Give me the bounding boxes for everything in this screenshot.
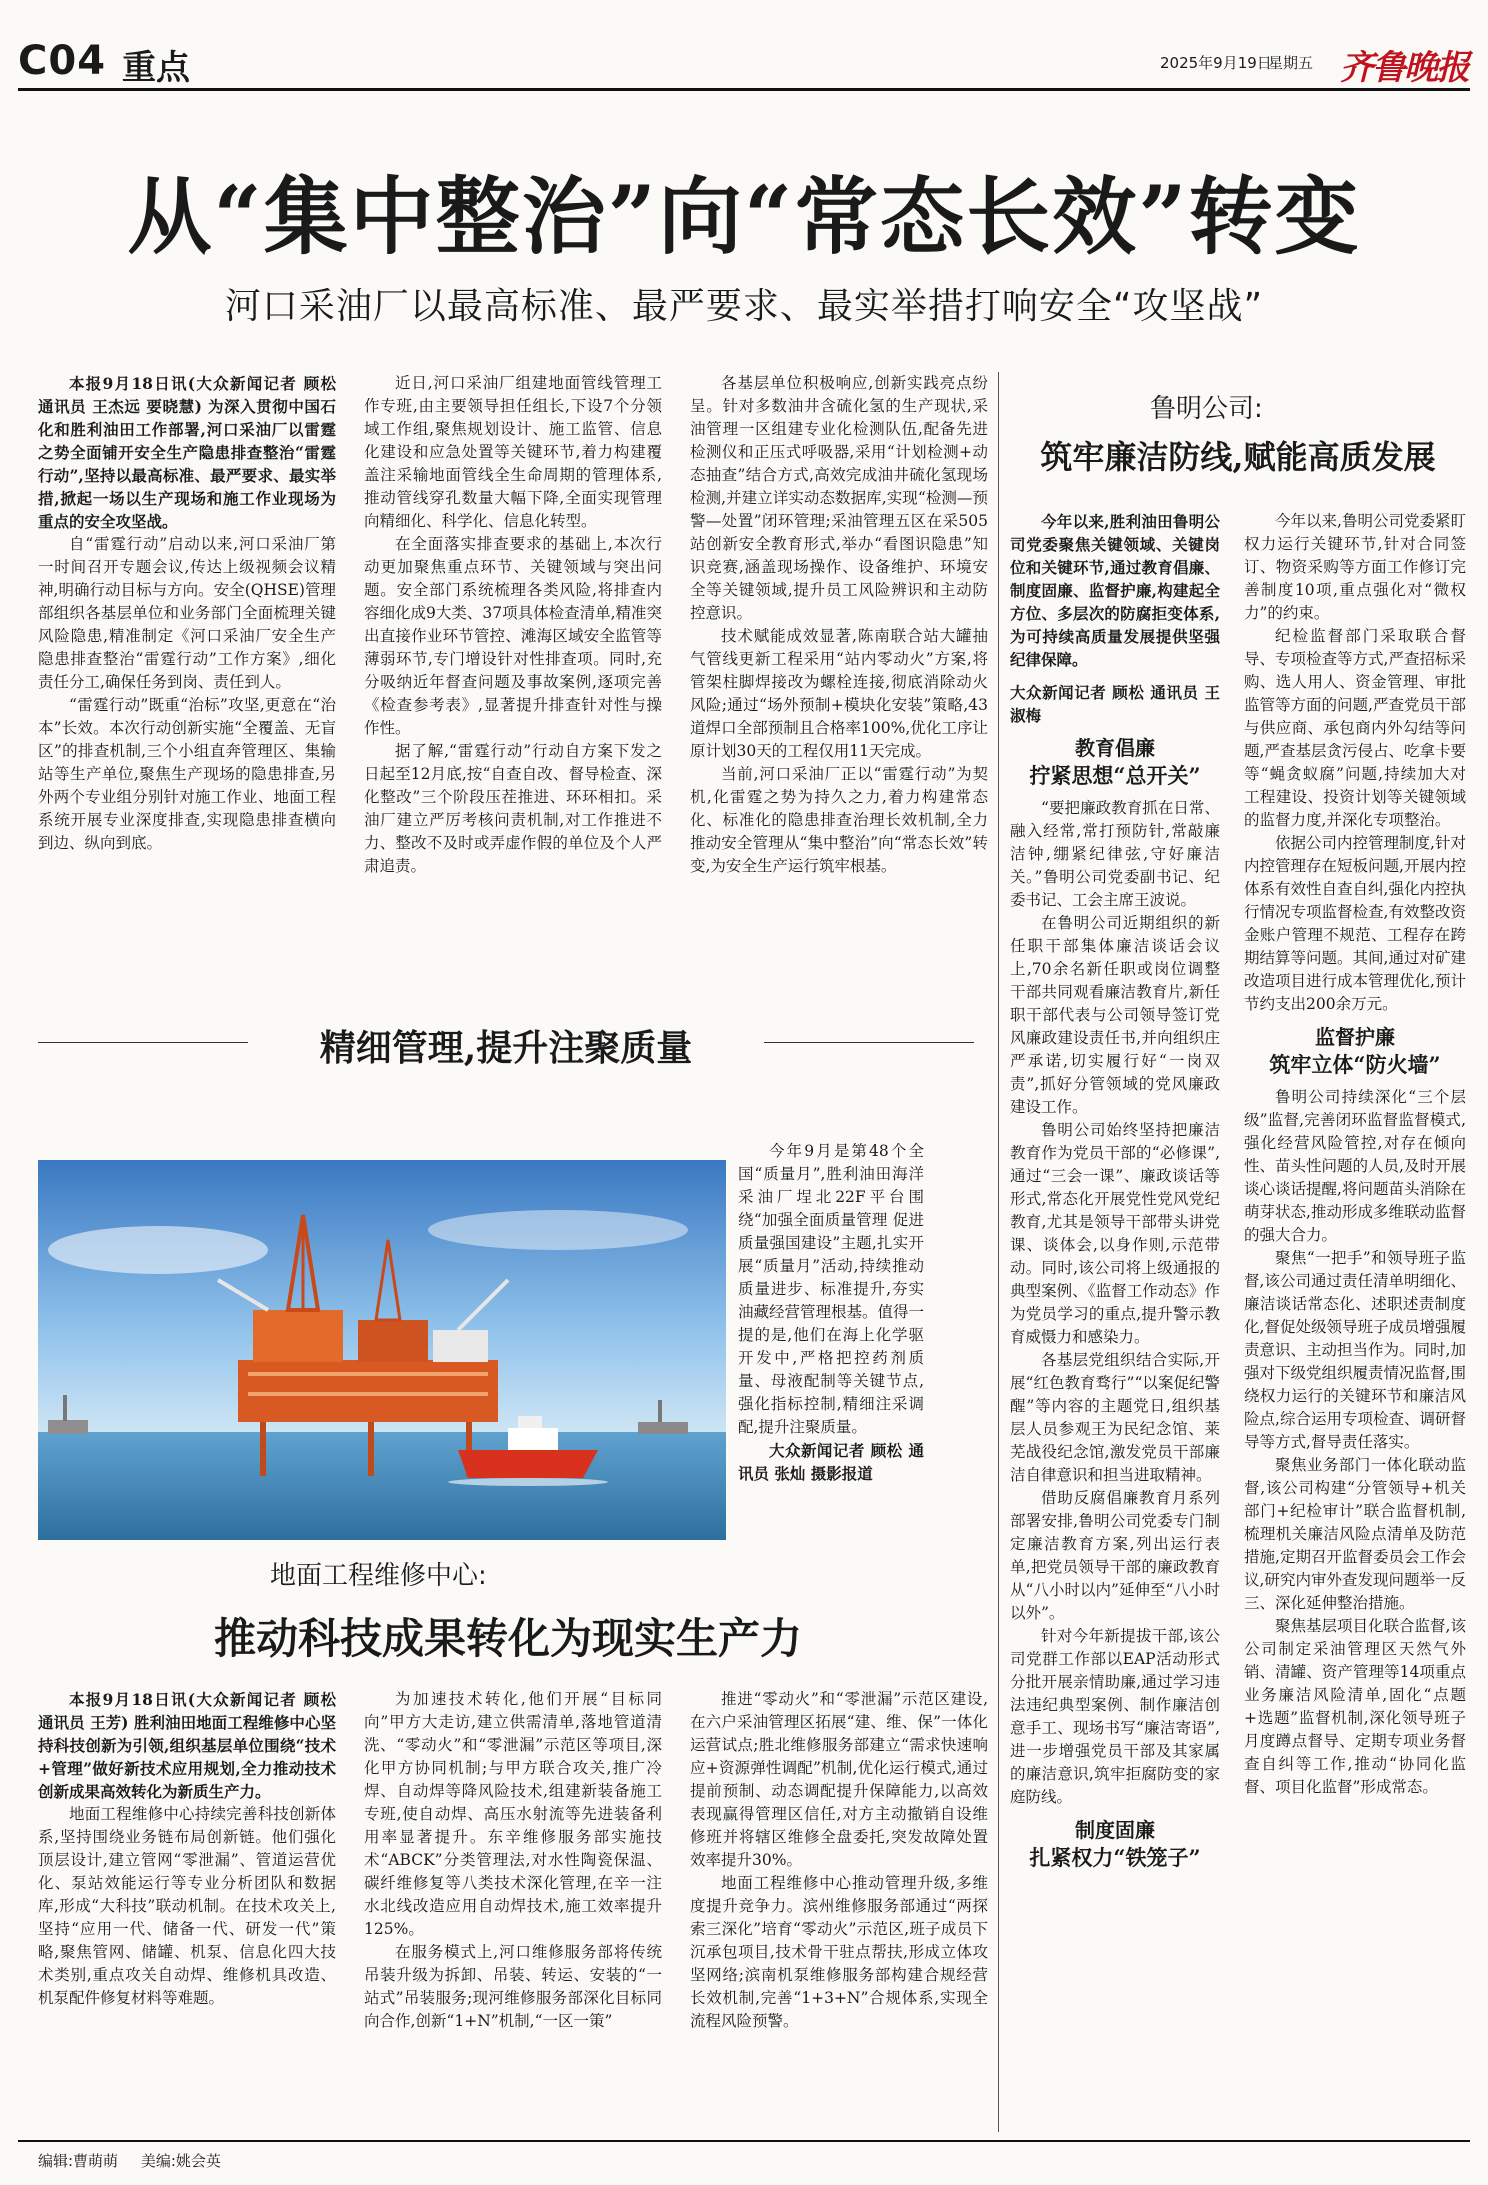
article-paragraph: 鲁明公司持续深化“三个层级”监督,完善闭环监督监督模式,强化经营风险管控,对存在倾向性、苗头性问题的人员,及时开展谈心谈话提醒,将问题苗头消除在萌芽状态,推动形成多维联动监督的强大合力。 [1244, 1088, 1466, 1244]
luming-col-1 [1010, 510, 1220, 1879]
art-editor-credit: 美编:姚会英 [140, 2152, 221, 2170]
article-paragraph: 本报9月18日讯(大众新闻记者 顾松 通讯员 王杰远 要晓慧) 为深入贯彻中国石化和胜利油田工作部署,河口采油厂以雷霆之势全面铺开安全生产隐患排查整治“雷霆行动”,坚持以最高标准、最严要求、最实举措,掀起一场以生产现场和施工作业现场为重点的安全攻坚战。 [38, 374, 336, 531]
luming-s1-kicker: 教育倡廉 [1075, 736, 1155, 760]
offshore-platform-photo [38, 1160, 726, 1540]
luming-lead: 今年以来,胜利油田鲁明公司党委聚焦关键领域、关键岗位和关键环节,通过教育倡廉、制度固廉、监督护廉,构建起全方位、多层次的防腐拒变体系,为可持续高质量发展提供坚强纪律保障。 [1010, 512, 1220, 669]
luming-label: 鲁明公司: [1150, 394, 1263, 424]
section-title: 重点 [122, 48, 190, 88]
repair-title: 推动科技成果转化为现实生产力 [213, 1614, 802, 1663]
article-paragraph: 聚焦“一把手”和领导班子监督,该公司通过责任清单明细化、廉洁谈话常态化、述职述责制度化,督促处级领导班子成员增强履责意识、主动担当作为。同时,加强对下级党组织履责情况监督,围绕权力运行的关键环节和廉洁风险点,综合运用专项检查、调研督导等方式,督导责任落实。 [1244, 1249, 1466, 1451]
main-article-col-3 [690, 372, 988, 878]
article-paragraph: 聚焦基层项目化联合监督,该公司制定采油管理区天然气外销、清罐、资产管理等14项重点业务廉洁风险清单,固化“点题+选题”监督机制,深化领导班子月度蹲点督导、定期专项业务督查自纠等工作,推动“协同化监督、项目化监督”形成常态。 [1244, 1617, 1466, 1796]
article-paragraph: 各基层单位积极响应,创新实践亮点纷呈。针对多数油井含硫化氢的生产现状,采油管理一区组建专业化检测队伍,配备先进检测仪和正压式呼吸器,采用“计划检测+动态抽查”结合方式,高效完成油井硫化氢现场检测,并建立详实动态数据库,实现“检测—预警—处置”闭环管理;采油管理五区在采505站创新安全教育形式,举办“看图识隐患”知识竞赛,涵盖现场操作、设备维护、环境安全等关键领域,提升员工风险辨识和主动防控意识。 [690, 374, 988, 622]
paper-logo: 齐鲁晚报 [1340, 48, 1468, 88]
article-paragraph: 近日,河口采油厂组建地面管线管理工作专班,由主要领导担任组长,下设7个分领域工作组,聚焦规划设计、施工监管、信息化建设和应急处置等关键环节,着力构建覆盖注采输地面管线全生命周期的管理体系,推动管线穿孔数量大幅下降,全面实现管理向精细化、科学化、信息化转型。 [364, 374, 662, 530]
article-paragraph: 在鲁明公司近期组织的新任职干部集体廉洁谈话会议上,70余名新任职或岗位调整干部共同观看廉洁教育片,新任职干部代表与公司领导签订党风廉政建设责任书,并向组织庄严承诺,切实履行好“一岗双责”,抓好分管领域的党风廉政建设工作。 [1010, 914, 1220, 1116]
issue-weekday: 星期五 [1268, 54, 1314, 72]
repair-label: 地面工程维修中心: [270, 1561, 487, 1591]
article-paragraph: 各基层党组织结合实际,开展“红色教育骛行”“以案促纪警醒”等内容的主题党日,组织基层人员参观王为民纪念馆、莱芜战役纪念馆,激发党员干部廉洁自律意识和担当进取精神。 [1010, 1351, 1220, 1484]
article-paragraph: 依据公司内控管理制度,针对内控管理存在短板问题,开展内控体系有效性自查自纠,强化内控执行情况专项监督检查,有效整改资金账户管理不规范、工程存在跨期结算等问题。其间,通过对矿建改造项目进行成本管理优化,预计节约支出200余万元。 [1244, 834, 1466, 1013]
column-divider [998, 372, 999, 2132]
article-paragraph: 本报9月18日讯(大众新闻记者 顾松 通讯员 王芳) 胜利油田地面工程维修中心坚持科技创新为引领,组织基层单位围绕“技术+管理”做好新技术应用规划,全力推动技术创新成果高效转化为新质生产力。 [38, 1690, 336, 1801]
article-paragraph: 针对今年新提拔干部,该公司党群工作部以EAP活动形式分批开展亲情助廉,通过学习违法违纪典型案例、制作廉洁创意手工、现场书写“廉洁寄语”,进一步增强党员干部及其家属的廉洁意识,筑牢拒腐防变的家庭防线。 [1010, 1627, 1220, 1806]
caption-text: 今年9月是第48个全国“质量月”,胜利油田海洋采油厂埕北22F平台围绕“加强全面质量管理 促进质量强国建设”主题,扎实开展“质量月”活动,持续推动质量进步、标准提升,夯实油藏经营管理根基。值得一提的是,他们在海上化学驱开发中,严格把控药剂质量、母液配制等关键节点,强化指标控制,精细注采调配,提升注聚质量。 [738, 1142, 925, 1436]
article-paragraph: 据了解,“雷霆行动”行动自方案下发之日起至12月底,按“自查自改、督导检查、深化整改”三个阶段压茬推进、环环相扣。采油厂建立严厉考核问责机制,对工作推进不力、整改不及时或弄虚作假的单位及个人严肃追责。 [364, 742, 662, 875]
article-paragraph: 聚焦业务部门一体化联动监督,该公司构建“分管领导+机关部门+纪检审计”联合监督机制,梳理机关廉洁风险点清单及防范措施,定期召开监督委员会工作会议,研究内审外查发现问题举一反三、深化延伸整治措施。 [1244, 1456, 1466, 1612]
repair-col-3 [690, 1688, 988, 2033]
article-paragraph: 为加速技术转化,他们开展“目标同向”甲方大走访,建立供需清单,落地管道清洗、“零动火”和“零泄漏”示范区等项目,深化甲方协同机制;与甲方联合攻关,推广冷焊、自动焊等降风险技术,组建新装备施工专班,使自动焊、高压水射流等先进装备利用率显著提升。东辛维修服务部实施技术“ABCK”分类管理法,对水性陶瓷保温、碳纤维修复等八类技术深化管理,在辛一注水北线改造应用自动焊技术,施工效率提升125%。 [364, 1690, 662, 1938]
luming-s3-kicker: 监督护廉 [1315, 1025, 1395, 1049]
luming-col-2 [1244, 510, 1466, 1799]
article-paragraph: 在服务模式上,河口维修服务部将传统吊装升级为拆卸、吊装、转运、安装的“一站式”吊装服务;现河维修服务部深化目标同向合作,创新“1+N”机制,“一区一策” [364, 1943, 662, 2030]
footer-rule [18, 2140, 1470, 2142]
article-paragraph: 今年以来,鲁明公司党委紧盯权力运行关键环节,针对合同签订、物资采购等方面工作修订完善制度10项,重点强化对“微权力”的约束。 [1244, 512, 1466, 622]
article-paragraph: “雷霆行动”既重“治标”攻坚,更意在“治本”长效。本次行动创新实施“全覆盖、无盲区”的排查机制,三个小组直奔管理区、集输站等生产单位,聚焦生产现场的隐患排查,另外两个专业组分别针对施工作业、地面工程系统开展专业深度排查,实现隐患排查横向到边、纵向到底。 [38, 696, 336, 852]
main-headline: 从“集中整治”向“常态长效”转变 [127, 167, 1361, 266]
article-paragraph: 纪检监督部门采取联合督导、专项检查等方式,严查招标采购、选人用人、资金管理、审批监管等方面的问题,严查党员干部与供应商、承包商内外勾结等问题,严查基层贪污侵占、吃拿卡要等“蝇贪蚁腐”问题,持续加大对工程建设、投资计划等关键领域的监督力度,并深化专项整治。 [1244, 627, 1466, 829]
main-article-col-2 [364, 372, 662, 878]
quality-title-rule-right [764, 1042, 974, 1043]
article-paragraph: 技术赋能成效显著,陈南联合站大罐抽气管线更新工程采用“站内零动火”方案,将管架柱脚焊接改为螺栓连接,彻底消除动火风险;通过“场外预制+模块化安装”策略,43道焊口全部预制且合格率100%,优化工序让原计划30天的工程仅用11天完成。 [690, 627, 988, 760]
luming-title: 筑牢廉洁防线,赋能高质发展 [1040, 438, 1436, 476]
footer-credits [38, 2150, 221, 2171]
masthead-rule [18, 88, 1470, 91]
luming-s2-kicker: 制度固廉 [1075, 1818, 1155, 1842]
article-paragraph: 自“雷霆行动”启动以来,河口采油厂第一时间召开专题会议,传达上级视频会议精神,明确行动目标与方向。安全(QHSE)管理部组织各基层单位和业务部门全面梳理关键风险隐患,精准制定《河口采油厂安全生产隐患排查整治“雷霆行动”工作方案》,细化责任分工,确保任务到岗、责任到人。 [38, 535, 336, 691]
article-paragraph: 鲁明公司始终坚持把廉洁教育作为党员干部的“必修课”,通过“三会一课”、廉政谈话等形式,常态化开展党性党风党纪教育,尤其是领导干部带头讲党课、谈体会,以身作则,示范带动。同时,该公司将上级通报的典型案例、《监督工作动态》作为党员学习的重点,提升警示教育威慑力和感染力。 [1010, 1121, 1220, 1346]
article-paragraph: 当前,河口采油厂正以“雷霆行动”为契机,化雷霆之势为持久之力,着力构建常态化、标准化的隐患排查治理长效机制,全力推动安全管理从“集中整治”向“常态长效”转变,为安全生产运行筑牢根基。 [690, 765, 988, 875]
article-paragraph: 推进“零动火”和“零泄漏”示范区建设,在六户采油管理区拓展“建、维、保”一体化运营试点;胜北维修服务部建立“需求快速响应+资源弹性调配”机制,优化运行模式,通过提前预制、动态调配提升保障能力,以高效表现赢得管理区信任,对方主动撤销自设维修班并将辖区维修全盘委托,突发故障处置效率提升30%。 [690, 1690, 988, 1869]
article-paragraph: 地面工程维修中心推动管理升级,多维度提升竞争力。滨州维修服务部通过“两探索三深化”培育“零动火”示范区,班子成员下沉承包项目,技术骨干驻点帮扶,形成立体攻坚网络;滨南机泵维修服务部构建合规经营长效机制,完善“1+3+N”合规体系,实现全流程风险预警。 [690, 1874, 988, 2030]
article-paragraph: 借助反腐倡廉教育月系列部署安排,鲁明公司党委专门制定廉洁教育方案,列出运行表单,把党员领导干部的廉政教育从“八小时以内”延伸至“八小时以外”。 [1010, 1489, 1220, 1622]
luming-byline: 大众新闻记者 顾松 通讯员 王淑梅 [1010, 683, 1220, 725]
issue-date: 2025年9月19日 [1160, 54, 1272, 72]
repair-col-2 [364, 1688, 662, 2033]
article-paragraph: 在全面落实排查要求的基础上,本次行动更加聚焦重点环节、关键领域与突出问题。安全部门系统梳理各类风险,将排查内容细化成9大类、37项具体检查清单,精准突出直接作业环节管控、滩海区域安全监管等薄弱环节,专门增设针对性排查项。同时,充分吸纳近年督查问题及事故案例,逐项完善《检查参考表》,显著提升排查针对性与操作性。 [364, 535, 663, 737]
caption-byline: 大众新闻记者 顾松 通讯员 张灿 摄影报道 [738, 1441, 924, 1483]
main-article-col-1 [38, 372, 336, 855]
quality-caption [738, 1140, 924, 1485]
luming-s3-title: 筑牢立体“防火墙” [1269, 1052, 1441, 1077]
quality-title: 精细管理,提升注聚质量 [319, 1027, 693, 1069]
article-paragraph: 地面工程维修中心持续完善科技创新体系,坚持围绕业务链布局创新链。他们强化顶层设计,建立管网“零泄漏”、管道运营优化、泵站效能运行等专业分析团队和数据库,形成“大科技”联动机制。在技术攻关上,坚持“应用一代、储备一代、研发一代”策略,聚焦管网、储罐、机泵、信息化四大技术类别,重点攻关自动焊、维修机具改造、机泵配件修复材料等难题。 [38, 1805, 336, 2007]
quality-title-rule-left [38, 1042, 248, 1043]
page-number: C04 [18, 38, 107, 84]
repair-col-1 [38, 1688, 336, 2010]
main-subhead: 河口采油厂以最高标准、最严要求、最实举措打响安全“攻坚战” [224, 286, 1264, 327]
luming-s2-title: 扎紧权力“铁笼子” [1029, 1845, 1201, 1870]
editor-credit: 编辑:曹萌萌 [38, 2152, 119, 2170]
luming-s1-title: 拧紧思想“总开关” [1029, 763, 1201, 788]
article-paragraph: “要把廉政教育抓在日常、融入经常,常打预防针,常敲廉洁钟,绷紧纪律弦,守好廉洁关。”鲁明公司党委副书记、纪委书记、工会主席王波说。 [1010, 799, 1220, 909]
